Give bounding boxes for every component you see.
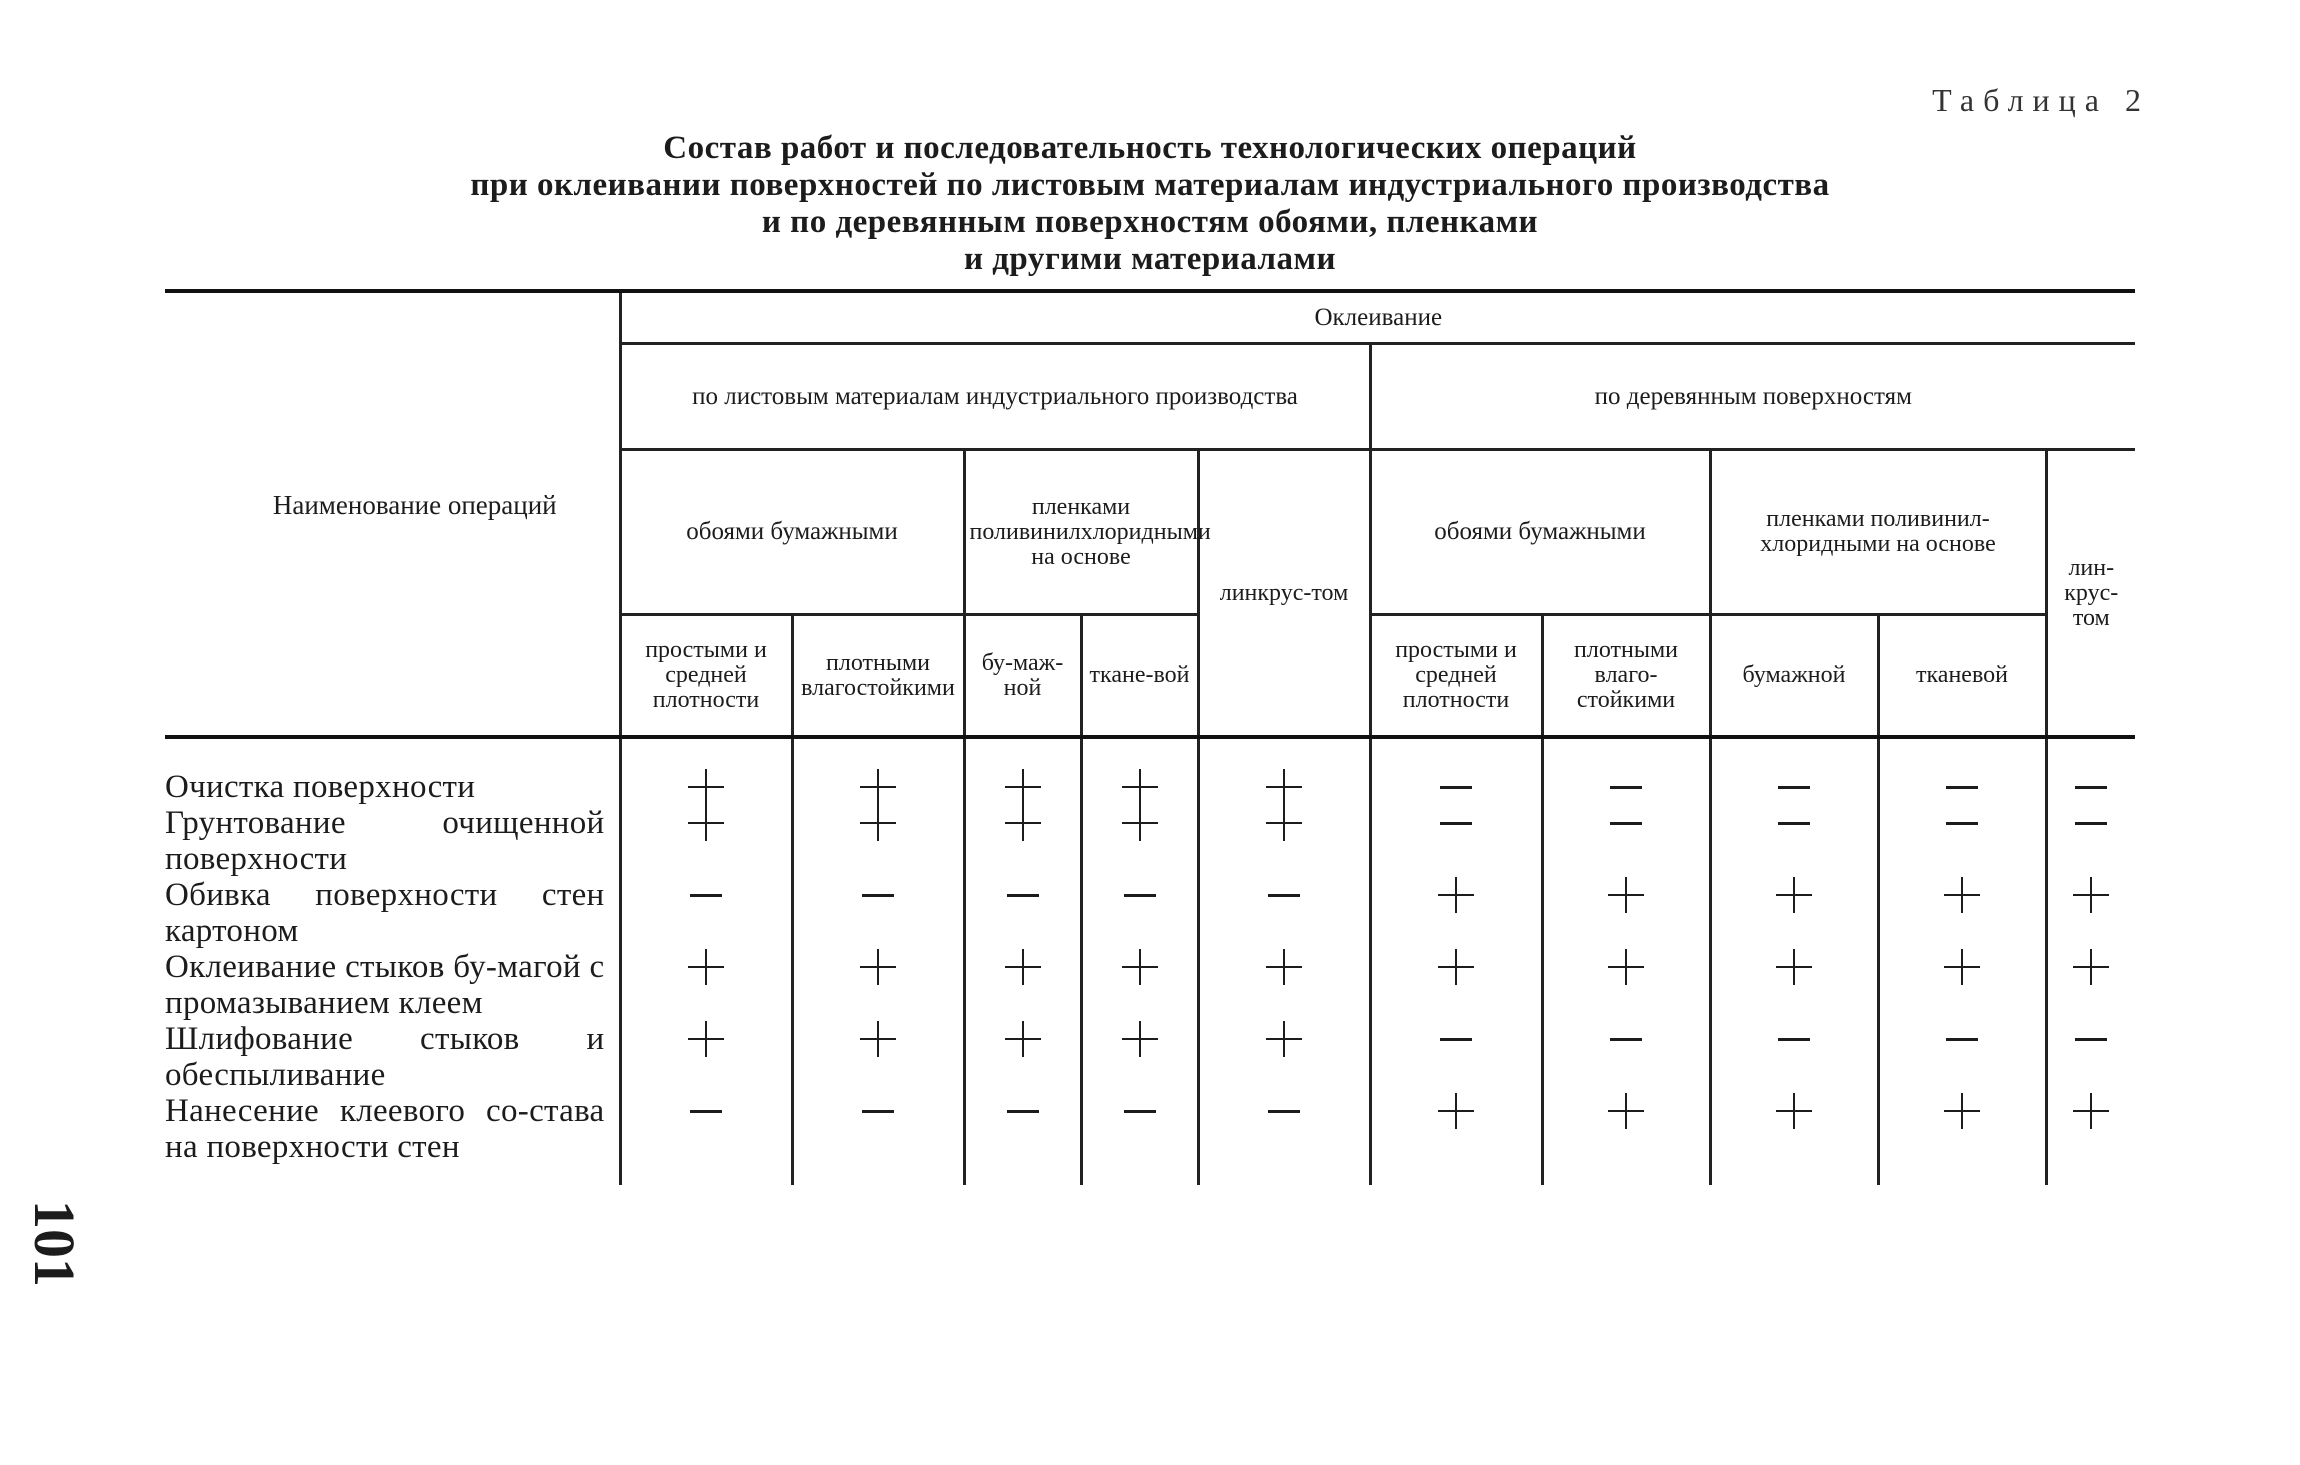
plus-mark — [1608, 949, 1644, 985]
mark-cell — [1370, 805, 1542, 877]
mark-cell — [1878, 1093, 2046, 1165]
plus-mark — [1005, 949, 1041, 985]
page-number: 101 — [22, 1200, 87, 1287]
minus-mark — [1005, 877, 1041, 913]
mark-cell — [792, 805, 964, 877]
mark-cell — [1542, 1021, 1710, 1093]
plus-mark — [1944, 949, 1980, 985]
plus-mark — [860, 1021, 896, 1057]
plus-mark — [1438, 877, 1474, 913]
minus-mark — [1438, 1021, 1474, 1057]
table-label: Таблица 2 — [1932, 82, 2150, 118]
title-line-2: при оклеивании поверхностей по листовым материалам индустриального производства — [470, 167, 1830, 203]
plus-mark — [860, 769, 896, 805]
minus-mark — [1266, 877, 1302, 913]
mark-cell — [1198, 1021, 1370, 1093]
minus-mark — [1944, 1021, 1980, 1057]
mark-cell — [1081, 1093, 1198, 1165]
minus-mark — [2073, 1021, 2109, 1057]
mark-cell — [620, 805, 792, 877]
mark-cell — [620, 1021, 792, 1093]
mark-cell — [620, 1093, 792, 1165]
plus-mark — [860, 805, 896, 841]
operations-table — [165, 289, 2135, 1185]
plus-mark — [1122, 949, 1158, 985]
mark-cell — [1878, 877, 2046, 949]
minus-mark — [2073, 769, 2109, 805]
mark-cell — [964, 949, 1081, 1021]
plus-mark — [688, 949, 724, 985]
header-sheet-paper-wallpaper: обоями бумажными — [620, 450, 964, 615]
plus-mark — [1005, 1021, 1041, 1057]
minus-mark — [860, 877, 896, 913]
table-row — [165, 805, 2135, 877]
minus-mark — [1608, 769, 1644, 805]
mark-cell — [1542, 949, 1710, 1021]
mark-cell — [620, 877, 792, 949]
mark-cell — [1710, 1021, 1878, 1093]
mark-cell — [1878, 805, 2046, 877]
plus-mark — [1944, 1093, 1980, 1129]
header-group-sheet: по листовым материалам индустриального производства — [620, 344, 1370, 450]
minus-mark — [1608, 1021, 1644, 1057]
plus-mark — [1608, 877, 1644, 913]
mark-cell — [1081, 1021, 1198, 1093]
operation-name: Шлифование стыков и обеспыливание — [165, 1021, 605, 1093]
mark-cell — [1198, 769, 1370, 805]
plus-mark — [1266, 805, 1302, 841]
plus-mark — [1122, 805, 1158, 841]
minus-mark — [1776, 1021, 1812, 1057]
minus-mark — [1944, 805, 1980, 841]
plus-mark — [2073, 949, 2109, 985]
plus-mark — [1776, 949, 1812, 985]
mark-cell — [1081, 877, 1198, 949]
plus-mark — [1122, 769, 1158, 805]
mark-cell — [1878, 1021, 2046, 1093]
mark-cell — [792, 1021, 964, 1093]
table-header — [165, 291, 2135, 737]
mark-cell — [1710, 769, 1878, 805]
header-wood-dense: плотными влаго-стойкими — [1542, 615, 1710, 738]
mark-cell — [964, 1021, 1081, 1093]
plus-mark — [1438, 1093, 1474, 1129]
table-row — [165, 769, 2135, 805]
mark-cell — [1370, 949, 1542, 1021]
minus-mark — [1608, 805, 1644, 841]
table-body — [165, 737, 2135, 1185]
mark-cell — [1710, 805, 1878, 877]
title-line-1: Состав работ и последовательность технологических операций — [663, 130, 1637, 166]
mark-cell — [2046, 805, 2135, 877]
plus-mark — [1266, 769, 1302, 805]
mark-cell — [2046, 769, 2135, 805]
minus-mark — [688, 1093, 724, 1129]
mark-cell — [1198, 805, 1370, 877]
plus-mark — [2073, 1093, 2109, 1129]
mark-cell — [1081, 805, 1198, 877]
minus-mark — [1438, 805, 1474, 841]
header-wood-lincrusta: лин-крус-том — [2046, 450, 2135, 738]
minus-mark — [1438, 769, 1474, 805]
mark-cell — [1542, 769, 1710, 805]
minus-mark — [688, 877, 724, 913]
title-line-3: и по деревянным поверхностям обоями, пленками — [761, 204, 1539, 240]
plus-mark — [1438, 949, 1474, 985]
mark-cell — [1542, 805, 1710, 877]
table-title — [200, 130, 2100, 278]
mark-cell — [1710, 877, 1878, 949]
mark-cell — [1878, 769, 2046, 805]
plus-mark — [688, 769, 724, 805]
table-row — [165, 1093, 2135, 1165]
minus-mark — [1776, 805, 1812, 841]
mark-cell — [2046, 1093, 2135, 1165]
mark-cell — [964, 877, 1081, 949]
mark-cell — [620, 769, 792, 805]
header-sheet-paper-base: бу-маж-ной — [964, 615, 1081, 738]
mark-cell — [792, 1093, 964, 1165]
mark-cell — [1370, 1093, 1542, 1165]
header-sheet-pvc-films: пленками поливинилхлоридными на основе — [964, 450, 1198, 615]
mark-cell — [2046, 877, 2135, 949]
plus-mark — [688, 805, 724, 841]
minus-mark — [1122, 1093, 1158, 1129]
operation-name: Очистка поверхности — [165, 769, 476, 805]
plus-mark — [1944, 877, 1980, 913]
operation-name: Обивка поверхности стен картоном — [165, 877, 605, 949]
mark-cell — [1370, 877, 1542, 949]
header-sheet-fabric-base: ткане-вой — [1081, 615, 1198, 738]
plus-mark — [1776, 877, 1812, 913]
plus-mark — [1608, 1093, 1644, 1129]
minus-mark — [2073, 805, 2109, 841]
minus-mark — [1122, 877, 1158, 913]
header-gluing: Оклеивание — [620, 291, 2135, 344]
mark-cell — [1542, 877, 1710, 949]
mark-cell — [792, 769, 964, 805]
mark-cell — [2046, 1021, 2135, 1093]
header-wood-paper-base: бумажной — [1710, 615, 1878, 738]
mark-cell — [1198, 877, 1370, 949]
table-body-top-space — [165, 737, 2135, 769]
plus-mark — [1266, 1021, 1302, 1057]
plus-mark — [1005, 769, 1041, 805]
header-sheet-simple: простыми и средней плотности — [620, 615, 792, 738]
mark-cell — [964, 805, 1081, 877]
mark-cell — [2046, 949, 2135, 1021]
plus-mark — [688, 1021, 724, 1057]
table-body-bottom-space — [165, 1165, 2135, 1185]
minus-mark — [860, 1093, 896, 1129]
mark-cell — [1542, 1093, 1710, 1165]
header-wood-fabric-base: тканевой — [1878, 615, 2046, 738]
mark-cell — [620, 949, 792, 1021]
table-row — [165, 877, 2135, 949]
header-sheet-lincrusta: линкрус-том — [1198, 450, 1370, 738]
plus-mark — [860, 949, 896, 985]
plus-mark — [2073, 877, 2109, 913]
mark-cell — [792, 877, 964, 949]
minus-mark — [1776, 769, 1812, 805]
header-wood-pvc-films: пленками поливинил-хлоридными на основе — [1710, 450, 2046, 615]
title-line-4: и другими материалами — [963, 241, 1337, 277]
plus-mark — [1266, 949, 1302, 985]
mark-cell — [1878, 949, 2046, 1021]
minus-mark — [1944, 769, 1980, 805]
mark-cell — [1198, 1093, 1370, 1165]
operation-name-header: Наименование операций — [272, 490, 557, 520]
mark-cell — [1081, 949, 1198, 1021]
minus-mark — [1005, 1093, 1041, 1129]
header-wood-paper-wallpaper: обоями бумажными — [1370, 450, 1710, 615]
mark-cell — [1710, 1093, 1878, 1165]
operation-name: Оклеивание стыков бу-магой с промазыванием клеем — [165, 949, 605, 1021]
mark-cell — [1198, 949, 1370, 1021]
header-group-wood: по деревянным поверхностям — [1370, 344, 2135, 450]
header-sheet-dense: плотными влагостойкими — [792, 615, 964, 738]
plus-mark — [1122, 1021, 1158, 1057]
mark-cell — [792, 949, 964, 1021]
header-wood-simple: простыми и средней плотности — [1370, 615, 1542, 738]
mark-cell — [1370, 1021, 1542, 1093]
plus-mark — [1776, 1093, 1812, 1129]
minus-mark — [1266, 1093, 1302, 1129]
mark-cell — [1710, 949, 1878, 1021]
mark-cell — [1370, 769, 1542, 805]
plus-mark — [1005, 805, 1041, 841]
operation-name: Грунтование очищенной поверхности — [165, 805, 605, 877]
mark-cell — [964, 1093, 1081, 1165]
mark-cell — [1081, 769, 1198, 805]
table-row — [165, 1021, 2135, 1093]
table-row — [165, 949, 2135, 1021]
operation-name: Нанесение клеевого со-става на поверхности стен — [165, 1093, 605, 1165]
mark-cell — [964, 769, 1081, 805]
